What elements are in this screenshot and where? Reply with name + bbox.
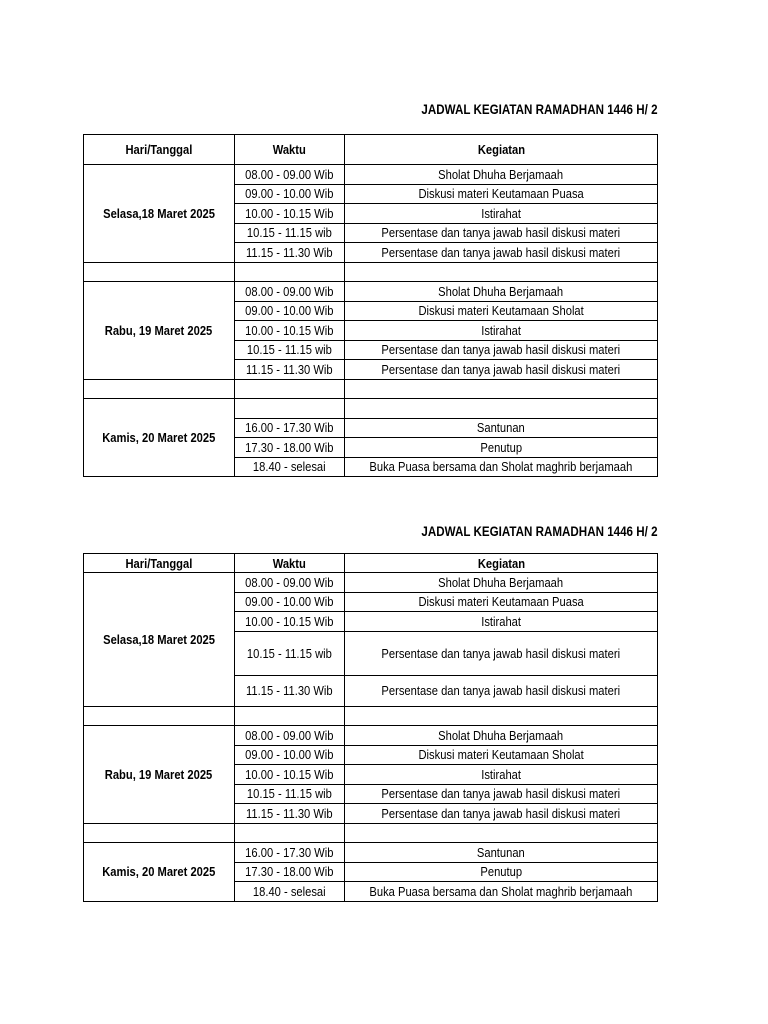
- time-cell: 10.00 - 10.15 Wib: [235, 765, 345, 785]
- activity-cell: Buka Puasa bersama dan Sholat maghrib berjamaah: [345, 457, 658, 477]
- activity-cell: Persentase dan tanya jawab hasil diskusi materi: [345, 631, 658, 675]
- activity-cell: Sholat Dhuha Berjamaah: [345, 726, 658, 746]
- time-cell: 18.40 - selesai: [235, 457, 345, 477]
- table-row: [84, 573, 658, 593]
- time-cell: 08.00 - 09.00 Wib: [235, 165, 345, 185]
- spacer-row: [84, 706, 658, 726]
- day-cell: Selasa,18 Maret 2025: [84, 573, 235, 707]
- activity-cell: Istirahat: [345, 204, 658, 224]
- time-cell: 09.00 - 10.00 Wib: [235, 184, 345, 204]
- activity-cell: Istirahat: [345, 765, 658, 785]
- table-row: [84, 726, 658, 746]
- activity-cell: Buka Puasa bersama dan Sholat maghrib berjamaah: [345, 882, 658, 902]
- header-day-date: Hari/Tanggal: [84, 135, 235, 165]
- time-cell: 17.30 - 18.00 Wib: [235, 862, 345, 882]
- activity-cell: Persentase dan tanya jawab hasil diskusi materi: [345, 223, 658, 243]
- activity-cell: Istirahat: [345, 321, 658, 341]
- activity-cell: Santunan: [345, 843, 658, 863]
- activity-cell: Penutup: [345, 438, 658, 458]
- time-cell: 08.00 - 09.00 Wib: [235, 282, 345, 302]
- activity-cell: Penutup: [345, 862, 658, 882]
- table-row: [84, 399, 658, 419]
- time-cell: 17.30 - 18.00 Wib: [235, 438, 345, 458]
- activity-cell: Persentase dan tanya jawab hasil diskusi materi: [345, 784, 658, 804]
- time-cell: 11.15 - 11.30 Wib: [235, 360, 345, 380]
- time-cell: 10.15 - 11.15 wib: [235, 784, 345, 804]
- time-cell: 10.00 - 10.15 Wib: [235, 321, 345, 341]
- time-cell: 10.00 - 10.15 Wib: [235, 612, 345, 632]
- table-header-row: [84, 554, 658, 573]
- activity-cell: Sholat Dhuha Berjamaah: [345, 573, 658, 593]
- activity-cell: Diskusi materi Keutamaan Puasa: [345, 592, 658, 612]
- spacer-row: [84, 823, 658, 843]
- activity-cell: Sholat Dhuha Berjamaah: [345, 165, 658, 185]
- time-cell: 18.40 - selesai: [235, 882, 345, 902]
- time-cell: 16.00 - 17.30 Wib: [235, 843, 345, 863]
- activity-cell: Santunan: [345, 418, 658, 438]
- spacer-row: [84, 262, 658, 282]
- activity-cell: Diskusi materi Keutamaan Puasa: [345, 184, 658, 204]
- schedule-title-1: JADWAL KEGIATAN RAMADHAN 1446 H/ 2: [421, 102, 658, 117]
- table-row: [84, 282, 658, 302]
- header-activity: Kegiatan: [345, 554, 658, 573]
- header-time: Waktu: [235, 135, 345, 165]
- time-cell: 08.00 - 09.00 Wib: [235, 726, 345, 746]
- activity-cell: [345, 399, 658, 419]
- time-cell: 11.15 - 11.30 Wib: [235, 675, 345, 706]
- time-cell: 11.15 - 11.30 Wib: [235, 243, 345, 263]
- day-cell: Selasa,18 Maret 2025: [84, 165, 235, 263]
- activity-cell: Persentase dan tanya jawab hasil diskusi materi: [345, 804, 658, 824]
- time-cell: 09.00 - 10.00 Wib: [235, 592, 345, 612]
- time-cell: 10.15 - 11.15 wib: [235, 223, 345, 243]
- day-cell: Rabu, 19 Maret 2025: [84, 282, 235, 380]
- activity-cell: Persentase dan tanya jawab hasil diskusi materi: [345, 360, 658, 380]
- day-cell: Rabu, 19 Maret 2025: [84, 726, 235, 824]
- schedule-table-1: [83, 134, 658, 477]
- activity-cell: Persentase dan tanya jawab hasil diskusi materi: [345, 675, 658, 706]
- table-header-row: [84, 135, 658, 165]
- activity-cell: Istirahat: [345, 612, 658, 632]
- activity-cell: Persentase dan tanya jawab hasil diskusi materi: [345, 243, 658, 263]
- time-cell: 10.15 - 11.15 wib: [235, 340, 345, 360]
- day-cell: Kamis, 20 Maret 2025: [84, 399, 235, 477]
- activity-cell: Diskusi materi Keutamaan Sholat: [345, 745, 658, 765]
- activity-cell: Diskusi materi Keutamaan Sholat: [345, 301, 658, 321]
- time-cell: 16.00 - 17.30 Wib: [235, 418, 345, 438]
- schedule-table-2: [83, 553, 658, 902]
- time-cell: 08.00 - 09.00 Wib: [235, 573, 345, 593]
- activity-cell: Persentase dan tanya jawab hasil diskusi materi: [345, 340, 658, 360]
- schedule-title-2: JADWAL KEGIATAN RAMADHAN 1446 H/ 2: [421, 524, 658, 539]
- time-cell: [235, 399, 345, 419]
- header-time: Waktu: [235, 554, 345, 573]
- spacer-row: [84, 379, 658, 399]
- time-cell: 09.00 - 10.00 Wib: [235, 745, 345, 765]
- time-cell: 10.15 - 11.15 wib: [235, 631, 345, 675]
- table-row: [84, 165, 658, 185]
- header-activity: Kegiatan: [345, 135, 658, 165]
- activity-cell: Sholat Dhuha Berjamaah: [345, 282, 658, 302]
- day-cell: Kamis, 20 Maret 2025: [84, 843, 235, 902]
- time-cell: 10.00 - 10.15 Wib: [235, 204, 345, 224]
- table-row: [84, 843, 658, 863]
- time-cell: 11.15 - 11.30 Wib: [235, 804, 345, 824]
- header-day-date: Hari/Tanggal: [84, 554, 235, 573]
- time-cell: 09.00 - 10.00 Wib: [235, 301, 345, 321]
